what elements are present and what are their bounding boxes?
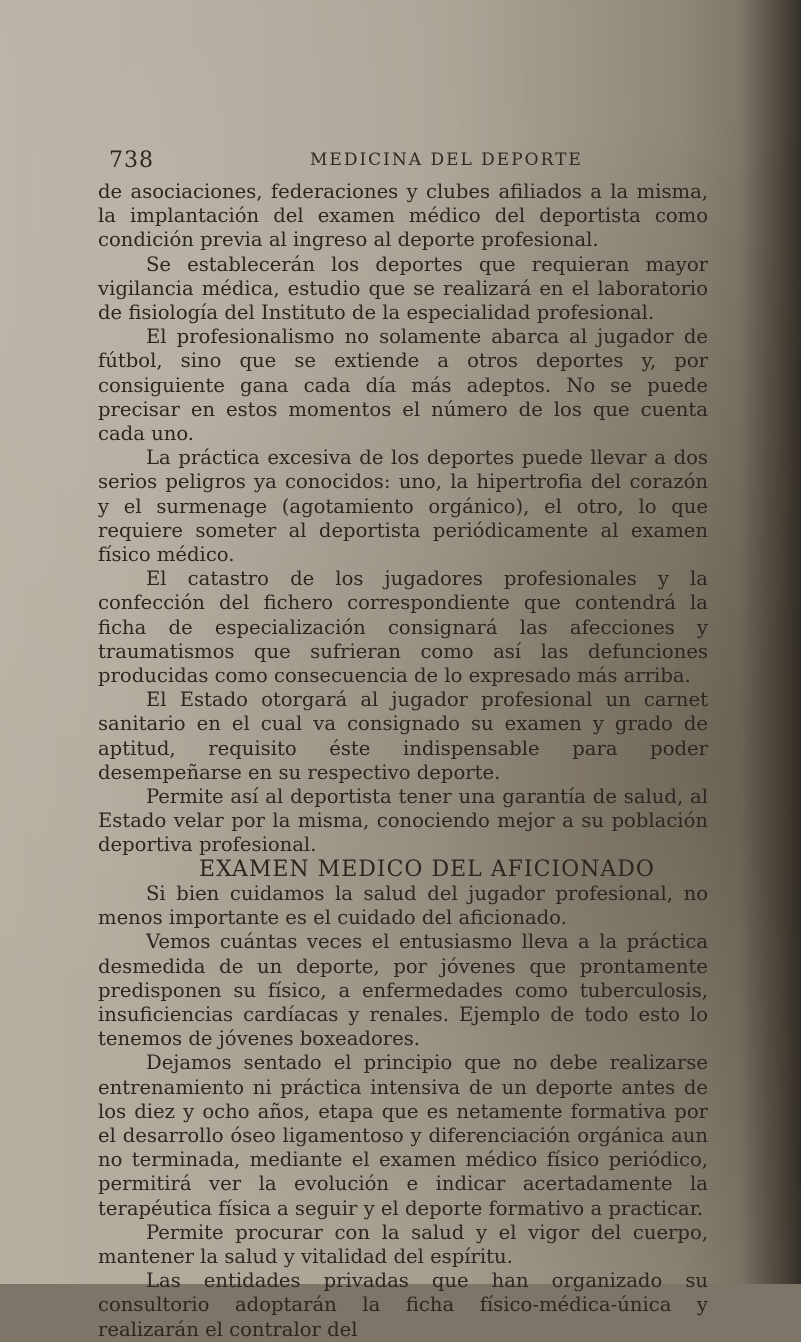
paragraph: de asociaciones, federaciones y clubes afiliados a la misma, la implantación del examen médico del deportista como condición previa al ingreso al deporte profesional.: [98, 180, 708, 252]
paragraph: El catastro de los jugadores profesionales y la confección del fichero correspondiente que contendrá la ficha de especialización consignará las afecciones y traumatismos que sufrieran como así las defunciones producidas como consecuencia de lo expresado más arriba.: [98, 567, 708, 688]
paragraph: Las entidades privadas que han organizado su consultorio adoptarán la ficha físico-médica-única y realizarán el contralor del: [98, 1269, 708, 1341]
page-header: [95, 148, 715, 178]
paragraph: Dejamos sentado el principio que no debe realizarse entrenamiento ni práctica intensiva de un deporte antes de los diez y ocho años, etapa que es netamente formativa por el desarrollo óseo ligamentoso y diferenciación orgánica aun no terminada, mediante el examen médico físico periódico, permitirá ver la evolución e indicar acertadamente la terapéutica física a seguir y el deporte formativo a practicar.: [98, 1051, 708, 1220]
paragraph: Se establecerán los deportes que requieran mayor vigilancia médica, estudio que se realizará en el laboratorio de fisiología del Instituto de la especialidad profesional.: [98, 252, 708, 325]
paragraph: El profesionalismo no solamente abarca al jugador de fútbol, sino que se extiende a otros deportes y, por consiguiente gana cada día más adeptos. No se puede precisar en estos momentos el número de los que cuenta cada uno.: [98, 325, 708, 446]
page-edge-shadow: [741, 0, 801, 1284]
running-title: MEDICINA DEL DEPORTE: [310, 150, 583, 170]
page-number: 738: [109, 148, 154, 173]
paragraph: El Estado otorgará al jugador profesional un carnet sanitario en el cual va consignado su examen y grado de aptitud, requisito éste indispensable para poder desempeñarse en su respectivo deporte.: [98, 688, 708, 784]
paragraph: Permite así al deportista tener una garantía de salud, al Estado velar por la misma, conociendo mejor a su población deportiva profesional.: [98, 785, 708, 857]
paragraph: Permite procurar con la salud y el vigor del cuerpo, mantener la salud y vitalidad del espíritu.: [98, 1220, 708, 1268]
section-title: EXAMEN MEDICO DEL AFICIONADO: [199, 856, 655, 882]
paragraph: La práctica excesiva de los deportes puede llevar a dos serios peligros ya conocidos: uno, la hipertrofia del corazón y el surmenage (agotamiento orgánico), el otro, lo que requiere someter al deportista periódicamente al examen físico médico.: [98, 446, 708, 567]
body-text: [98, 180, 708, 1342]
paragraph: Vemos cuántas veces el entusiasmo lleva a la práctica desmedida de un deporte, por jóvenes que prontamente predisponen su físico, a enfermedades como tuberculosis, insuficiencias cardíacas y renales. Ejemplo de todo esto lo tenemos de jóvenes boxeadores.: [98, 930, 708, 1051]
paragraph: Si bien cuidamos la salud del jugador profesional, no menos importante es el cuidado del aficionado.: [98, 881, 708, 930]
